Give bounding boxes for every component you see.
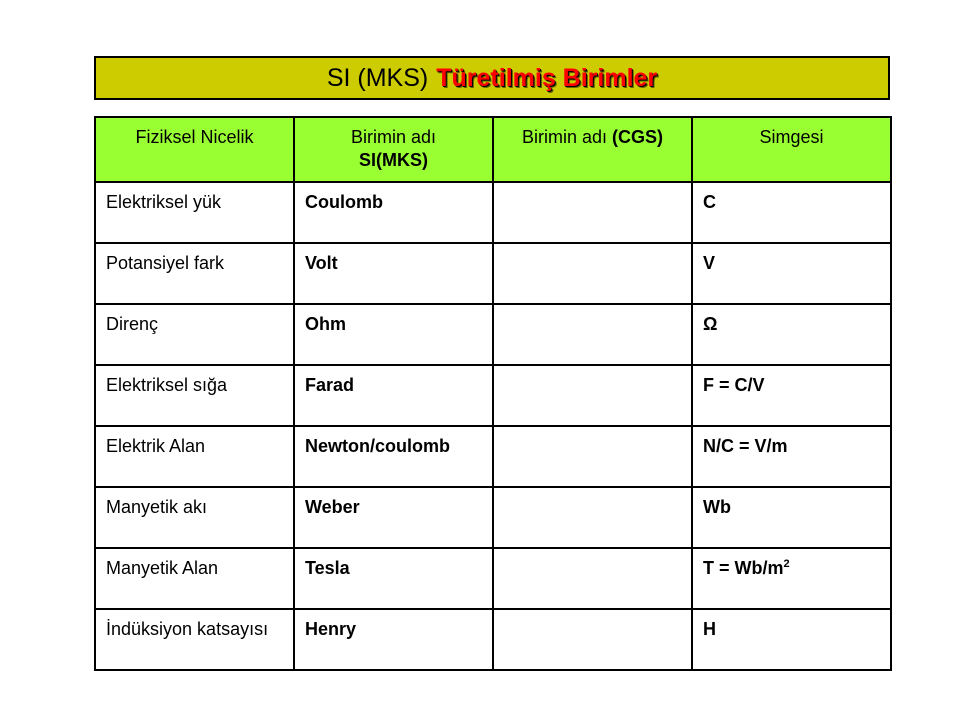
unit-name-cell-text: Tesla [305, 557, 350, 578]
symbol-cell [692, 609, 891, 670]
quantity-cell-text: Elektriksel sığa [106, 374, 228, 395]
unit-name-cell-text: Farad [305, 374, 355, 395]
quantity-cell [95, 426, 294, 487]
cgs-name-cell [493, 609, 692, 670]
symbol-cell-text: Wb [703, 496, 731, 517]
quantity-cell [95, 548, 294, 609]
cgs-name-cell [493, 304, 692, 365]
unit-name-cell [294, 609, 493, 670]
quantity-cell-text: Manyetik akı [106, 496, 208, 517]
header-cgs-name-label: Birimin adı [521, 127, 607, 147]
table-row [95, 304, 891, 365]
symbol-cell [692, 365, 891, 426]
quantity-cell-text: Elektriksel yük [106, 191, 222, 212]
table-header-row [95, 117, 891, 182]
symbol-cell [692, 243, 891, 304]
symbol-cell-text: F = C/V [703, 374, 765, 395]
symbol-cell [692, 182, 891, 243]
unit-name-cell-text: Weber [305, 496, 360, 517]
symbol-cell [692, 304, 891, 365]
quantity-cell-text: Manyetik Alan [106, 557, 219, 578]
table-row [95, 182, 891, 243]
slide-title [94, 56, 890, 100]
symbol-cell-text: N/C = V/m [703, 435, 788, 456]
table-row [95, 487, 891, 548]
symbol-cell-text: T = Wb/m [703, 557, 784, 578]
symbol-cell-text: Ω [703, 313, 718, 334]
symbol-cell-text: C [703, 191, 716, 212]
symbol-cell [692, 487, 891, 548]
quantity-cell-text: Direnç [106, 313, 159, 334]
cgs-name-cell [493, 243, 692, 304]
header-physical-quantity-label: Fiziksel Nicelik [135, 127, 254, 147]
quantity-cell [95, 304, 294, 365]
quantity-cell [95, 487, 294, 548]
quantity-cell-text: İndüksiyon katsayısı [106, 618, 269, 639]
table-row [95, 609, 891, 670]
table-row [95, 365, 891, 426]
header-symbol [692, 117, 891, 182]
quantity-cell [95, 243, 294, 304]
unit-name-cell [294, 548, 493, 609]
quantity-cell [95, 365, 294, 426]
header-si-name-line2: SI(MKS) [359, 150, 428, 171]
symbol-cell [692, 426, 891, 487]
header-cgs-tag: (CGS) [612, 127, 664, 147]
table-row [95, 548, 891, 609]
quantity-cell [95, 182, 294, 243]
unit-name-cell [294, 426, 493, 487]
unit-name-cell-text: Ohm [305, 313, 347, 334]
symbol-cell-text: V [703, 252, 716, 273]
derived-units-table [94, 116, 892, 671]
cgs-name-cell [493, 365, 692, 426]
unit-name-cell [294, 487, 493, 548]
table-row [95, 426, 891, 487]
header-cgs-name [493, 117, 692, 182]
title-normal: SI (MKS) [326, 63, 429, 92]
quantity-cell [95, 609, 294, 670]
unit-name-cell-text: Newton/coulomb [305, 435, 450, 456]
symbol-exponent: 2 [783, 557, 790, 570]
header-symbol-label: Simgesi [759, 127, 824, 147]
table-row [95, 243, 891, 304]
header-physical-quantity [95, 117, 294, 182]
unit-name-cell-text: Henry [305, 618, 357, 639]
symbol-cell-text: H [703, 618, 716, 639]
cgs-name-cell [493, 548, 692, 609]
unit-name-cell [294, 182, 493, 243]
symbol-cell [692, 548, 891, 609]
title-highlight: Türetilmiş Birimler [436, 63, 658, 92]
unit-name-cell [294, 243, 493, 304]
quantity-cell-text: Elektrik Alan [106, 435, 206, 456]
unit-name-cell-text: Coulomb [305, 191, 383, 212]
quantity-cell-text: Potansiyel fark [106, 252, 225, 273]
unit-name-cell-text: Volt [305, 252, 338, 273]
cgs-name-cell [493, 487, 692, 548]
header-si-name-line1: Birimin adı [350, 127, 437, 147]
unit-name-cell [294, 304, 493, 365]
unit-name-cell [294, 365, 493, 426]
cgs-name-cell [493, 182, 692, 243]
header-si-name [294, 117, 493, 182]
cgs-name-cell [493, 426, 692, 487]
